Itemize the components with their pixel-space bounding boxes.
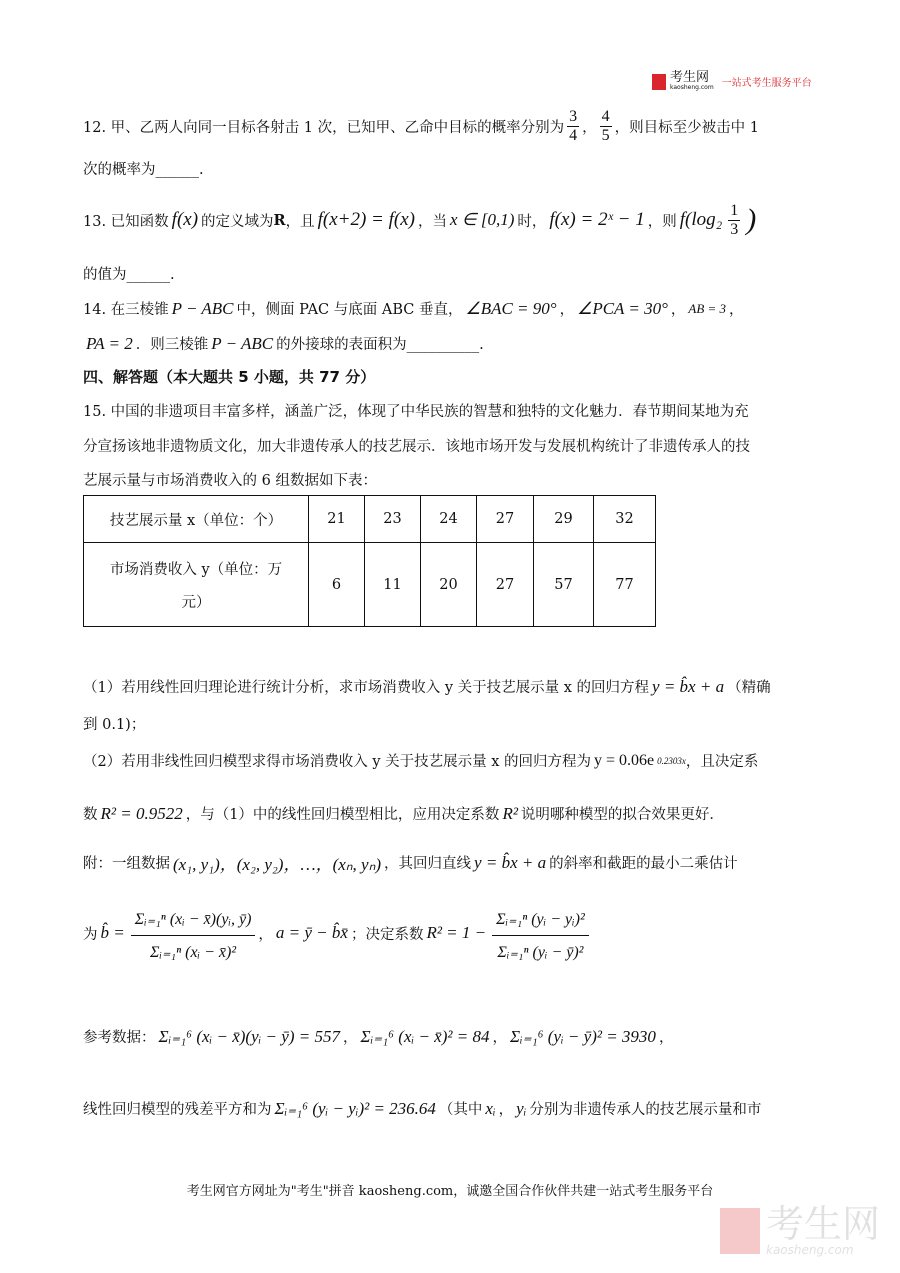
watermark-brand: 考生网 — [766, 1202, 881, 1246]
q15-line3: 艺展示量与市场消费收入的 6 组数据如下表： — [83, 473, 377, 489]
section-heading: 四、解答题（本大题共 5 小题，共 77 分） — [83, 368, 376, 386]
math: f(x+2) = f(x) — [317, 209, 415, 230]
text: 附：一组数据 — [83, 856, 170, 872]
text: 线性回归模型的残差平方和为 — [83, 1102, 272, 1118]
table-cell: 57 — [534, 543, 594, 627]
table-cell: 27 — [477, 496, 534, 543]
text: ， — [498, 1102, 514, 1118]
text: ， — [342, 1030, 358, 1046]
table-row — [84, 543, 656, 627]
fraction — [492, 905, 589, 961]
numerator: 1 — [730, 201, 739, 219]
math: yᵢ — [516, 1098, 527, 1118]
text: 市场消费收入 y（单位：万 — [109, 561, 283, 578]
last-line — [83, 1098, 761, 1119]
text: ， — [729, 302, 744, 318]
text: （精确 — [727, 680, 771, 696]
table-cell: 24 — [421, 496, 477, 543]
text: ．则三棱锥 — [135, 337, 209, 353]
math: (x₁, y₁)，(x₂, y₂)，…，(xₙ, yₙ) — [173, 855, 382, 874]
text: （1）若用线性回归理论进行统计分析，求市场消费收入 y 关于技艺展示量 x 的回归方程 — [83, 680, 650, 696]
q14-line2 — [83, 333, 484, 354]
text: ， — [670, 302, 686, 318]
table-cell: 20 — [421, 543, 477, 627]
text: 数 — [83, 807, 98, 823]
fraction — [728, 202, 740, 238]
logo-brand: 考生网 — [670, 70, 710, 85]
table-cell: 6 — [309, 543, 365, 627]
p1-line2: 到 0.1)； — [83, 717, 146, 733]
page-footer: 考生网官方网址为"考生"拼音 kaosheng.com，诚邀全国合作伙伴共建一站式考生服务平台 — [186, 1184, 714, 1199]
q14-line1 — [83, 298, 744, 319]
text: ，则目标至少被击中 1 — [614, 119, 759, 136]
text: 的外接球的表面积为__________. — [276, 337, 484, 353]
math: b̂ = — [100, 923, 125, 943]
text: ， — [559, 302, 575, 318]
math: R² = 0.9522 — [100, 803, 183, 823]
text: 13. 已知函数 — [83, 213, 169, 230]
table-cell: 29 — [534, 496, 594, 543]
data-table — [83, 495, 656, 627]
denominator: 4 — [569, 126, 578, 144]
table-cell: 23 — [365, 496, 421, 543]
text: 的定义域为 — [201, 213, 274, 230]
text: ， — [582, 119, 597, 136]
q12-line1 — [83, 108, 759, 144]
q13-line2: 的值为______. — [83, 267, 175, 283]
q12-line2: 次的概率为______. — [83, 162, 204, 178]
p1-line1 — [83, 676, 771, 697]
appendix-line1 — [83, 850, 738, 875]
appendix-formulas — [83, 905, 592, 961]
watermark-domain: kaosheng.com — [766, 1243, 854, 1257]
math: ∠BAC = 90° — [465, 298, 557, 318]
header-logo — [652, 72, 812, 91]
watermark — [720, 1202, 881, 1257]
text: ， — [492, 1030, 507, 1046]
text: ，当 — [417, 213, 447, 230]
denominator: 5 — [601, 126, 610, 144]
table-cell: 21 — [309, 496, 365, 543]
table-cell — [84, 543, 309, 627]
math: Σᵢ₌₁⁶ (xᵢ − x̄)(yᵢ − ȳ) = 557 — [158, 1026, 340, 1046]
math: P − ABC — [211, 333, 274, 353]
fraction — [131, 905, 256, 961]
table-row — [84, 496, 656, 543]
text: （2）若用非线性回归模型求得市场消费收入 y 关于技艺展示量 x 的回归方程为 — [83, 754, 592, 770]
math: AB = 3 — [688, 300, 727, 316]
text: （其中 — [438, 1102, 483, 1118]
text: ；决定系数 — [350, 926, 424, 943]
math: f(log₂ — [679, 209, 723, 230]
p2-line1 — [83, 750, 758, 771]
numerator: 4 — [601, 108, 610, 125]
math: R² = 1 − — [426, 923, 487, 943]
logo-mark-icon — [652, 74, 666, 90]
table-cell: 11 — [365, 543, 421, 627]
fraction — [600, 108, 612, 144]
numerator: Σᵢ₌₁ⁿ (xᵢ − x̄)(yᵢ, ȳ) — [131, 905, 256, 936]
table-cell: 77 — [594, 543, 656, 627]
table-cell: 32 — [594, 496, 656, 543]
math: R — [273, 211, 286, 229]
text: 的斜率和截距的最小二乘估计 — [549, 856, 738, 872]
math: PA = 2 — [86, 333, 133, 353]
q15-line2: 分宣扬该地非遗物质文化，加大非遗传承人的技艺展示．该地市场开发与发展机构统计了非遗传承人的技 — [83, 439, 750, 455]
math: x ∈ [0,1) — [449, 210, 515, 229]
math: 0.2303x — [657, 755, 686, 766]
numerator: Σᵢ₌₁ⁿ (yᵢ − yᵢ)² — [492, 905, 589, 936]
math: Σᵢ₌₁⁶ (yᵢ − yᵢ)² = 236.64 — [274, 1098, 436, 1118]
logo-tagline: 一站式考生服务平台 — [721, 78, 812, 89]
math: y = b̂x + a — [652, 676, 725, 696]
math: Σᵢ₌₁⁶ (xᵢ − x̄)² = 84 — [360, 1026, 490, 1046]
denominator: Σᵢ₌₁ⁿ (yᵢ − ȳ)² — [497, 943, 584, 961]
text: 12. 甲、乙两人向同一目标各射击 1 次，已知甲、乙命中目标的概率分别为 — [83, 119, 565, 136]
math: y = 0.06e — [594, 751, 655, 769]
math: Σᵢ₌₁⁶ (yᵢ − ȳ)² = 3930 — [509, 1026, 656, 1046]
text: ，其回归直线 — [384, 856, 472, 872]
math: f(x) — [171, 209, 199, 230]
table-cell: 27 — [477, 543, 534, 627]
math: ) — [746, 203, 757, 236]
text: 元） — [181, 594, 211, 611]
text: 时， — [517, 213, 547, 230]
text: 为 — [83, 926, 98, 943]
fraction — [567, 108, 579, 144]
text: ，且决定系 — [685, 754, 759, 770]
text: ， — [258, 926, 273, 943]
text: 参考数据： — [83, 1030, 156, 1046]
text: ， — [658, 1030, 674, 1046]
math: a = ȳ − b̂x̄ — [275, 923, 348, 943]
math: xᵢ — [485, 1098, 496, 1118]
numerator: 3 — [569, 108, 578, 125]
text: 说明哪种模型的拟合效果更好． — [520, 807, 724, 823]
q15-line1: 15. 中国的非遗项目丰富多样，涵盖广泛，体现了中华民族的智慧和独特的文化魅力．春节期间某地为充 — [83, 404, 749, 420]
math: P − ABC — [171, 298, 234, 318]
math: y = b̂x + a — [474, 852, 547, 872]
math: R² — [502, 803, 518, 823]
denominator: 3 — [730, 220, 739, 238]
logo-domain: kaosheng.com — [670, 84, 714, 91]
text: 中，侧面 PAC 与底面 ABC 垂直， — [236, 302, 463, 318]
p2-line2 — [83, 803, 724, 824]
text: ，与（1）中的线性回归模型相比，应用决定系数 — [185, 807, 500, 823]
text: 14. 在三棱锥 — [83, 302, 169, 318]
q13-line1 — [83, 200, 759, 240]
reference-data — [83, 1026, 673, 1047]
watermark-logo-icon — [720, 1208, 760, 1254]
text: 分别为非遗传承人的技艺展示量和市 — [529, 1102, 762, 1118]
text: ，且 — [285, 213, 315, 230]
math: f(x) = 2ˣ − 1 — [549, 209, 645, 230]
text: ，则 — [647, 213, 677, 230]
denominator: Σᵢ₌₁ⁿ (xᵢ − x̄)² — [150, 943, 237, 961]
math: ∠PCA = 30° — [577, 298, 668, 318]
table-cell: 技艺展示量 x（单位：个） — [84, 496, 309, 543]
